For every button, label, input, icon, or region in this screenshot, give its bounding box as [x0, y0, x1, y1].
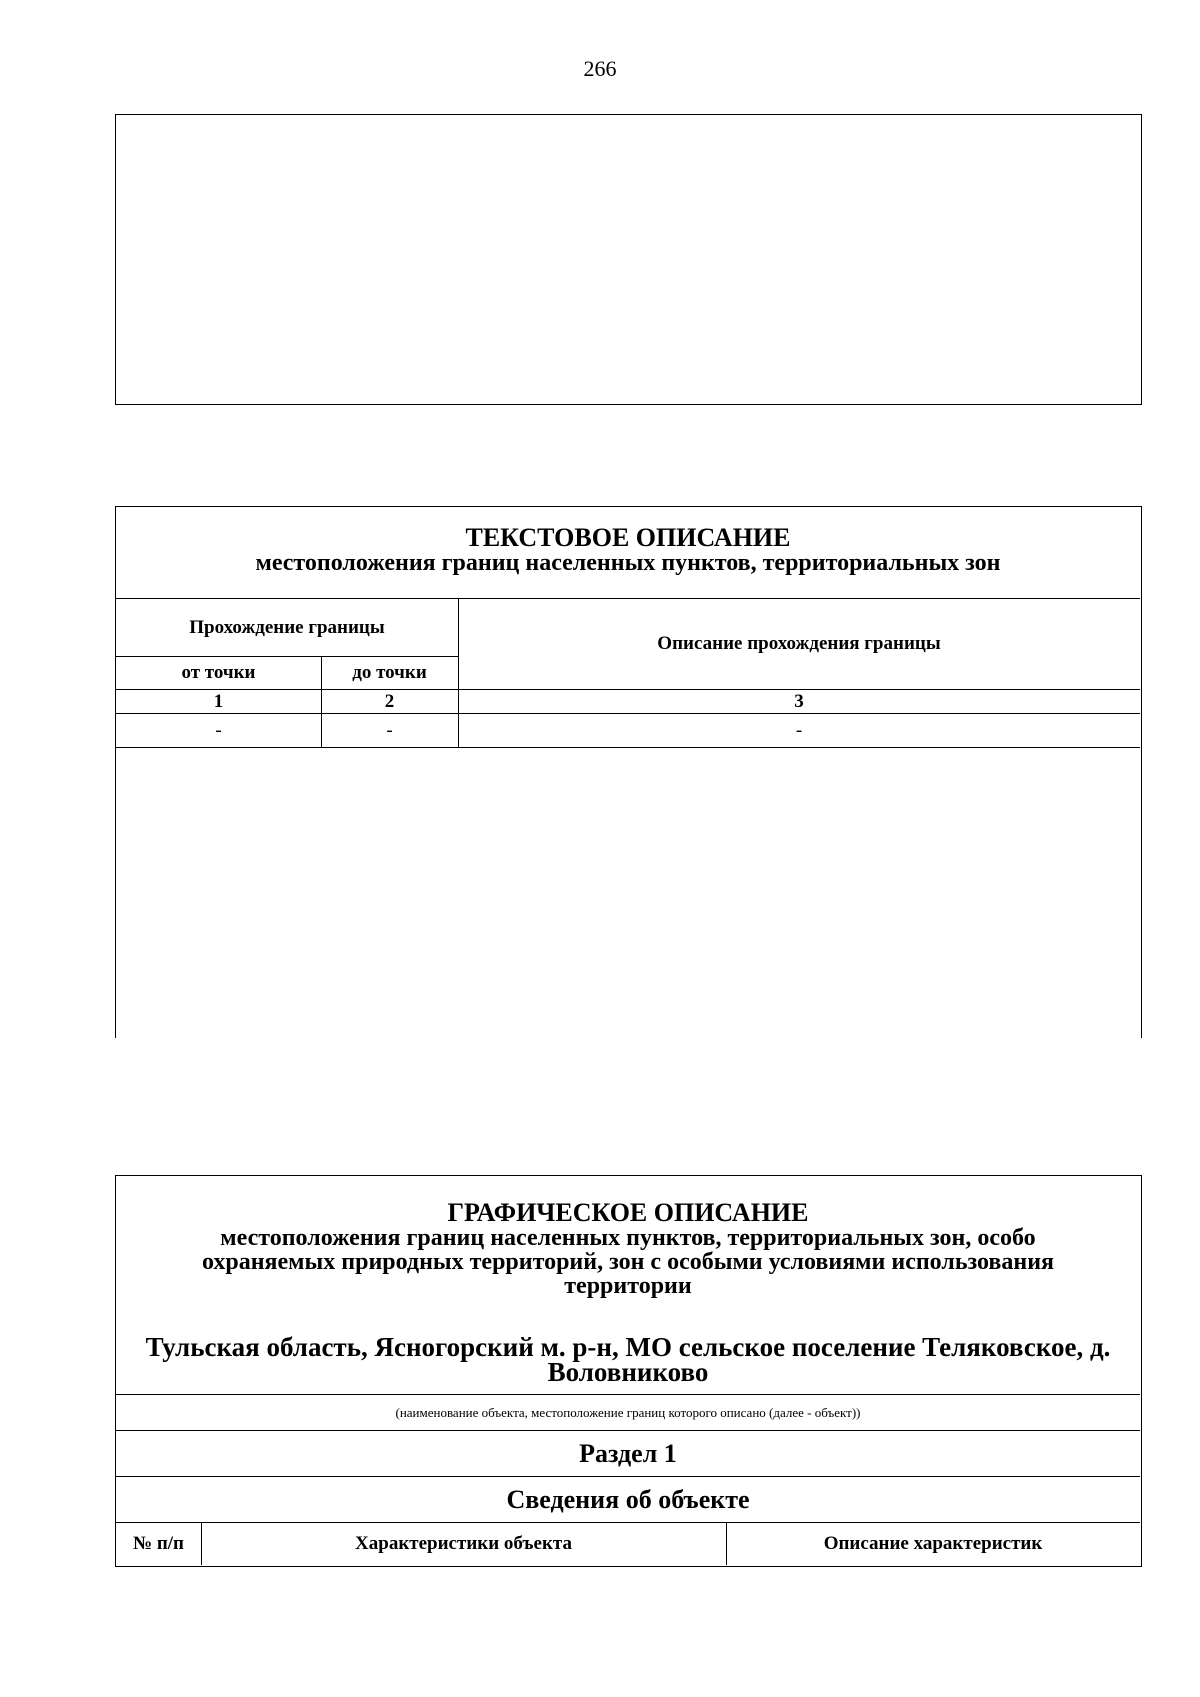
object-caption: (наименование объекта, местоположение границ которого описано (далее - объект)): [395, 1404, 861, 1420]
empty-frame: [115, 114, 1142, 405]
graphic-description-title: ГРАФИЧЕСКОЕ ОПИСАНИЕ: [447, 1198, 809, 1227]
column-number-3: 3: [794, 690, 804, 712]
section-title: Сведения об объекте: [506, 1484, 750, 1514]
text-description-subtitle: местоположения границ населенных пунктов, территориальных зон: [255, 550, 1001, 576]
object-name-line-1: Тульская область, Ясногорский м. р-н, МО сельское поселение Теляковское, д.: [145, 1332, 1111, 1362]
page-number: 266: [583, 56, 617, 81]
column-number-1: 1: [213, 690, 224, 712]
section-label: Раздел 1: [579, 1438, 677, 1468]
column-header-characteristics-description: Описание характеристик: [823, 1533, 1043, 1554]
column-header-from-point: от точки: [181, 662, 256, 683]
column-header-passage: Прохождение границы: [189, 616, 385, 638]
column-header-characteristics: Характеристики объекта: [355, 1533, 572, 1554]
text-description-title: ТЕКСТОВОЕ ОПИСАНИЕ: [465, 523, 791, 552]
graphic-description-subtitle-line-1: местоположения границ населенных пунктов, территориальных зон, особо: [220, 1225, 1036, 1251]
table-row-cell-from: -: [215, 719, 222, 741]
graphic-description-header: [116, 1200, 1140, 1298]
column-header-description: Описание прохождения границы: [657, 633, 941, 654]
column-header-to-point: до точки: [352, 662, 427, 683]
object-name-line-2: Воловниково: [547, 1357, 709, 1387]
object-name: [116, 1332, 1140, 1387]
text-description-table: [115, 506, 1142, 1038]
column-header-num: № п/п: [132, 1533, 185, 1554]
text-description-header: [116, 525, 1140, 575]
column-number-2: 2: [384, 690, 395, 712]
graphic-description-table: [115, 1175, 1142, 1567]
graphic-description-subtitle-line-2: охраняемых природных территорий, зон с особыми условиями использования: [201, 1249, 1055, 1275]
table-row-cell-description: -: [795, 719, 803, 741]
table-row-cell-to: -: [386, 719, 393, 741]
graphic-description-subtitle-line-3: территории: [564, 1273, 692, 1299]
